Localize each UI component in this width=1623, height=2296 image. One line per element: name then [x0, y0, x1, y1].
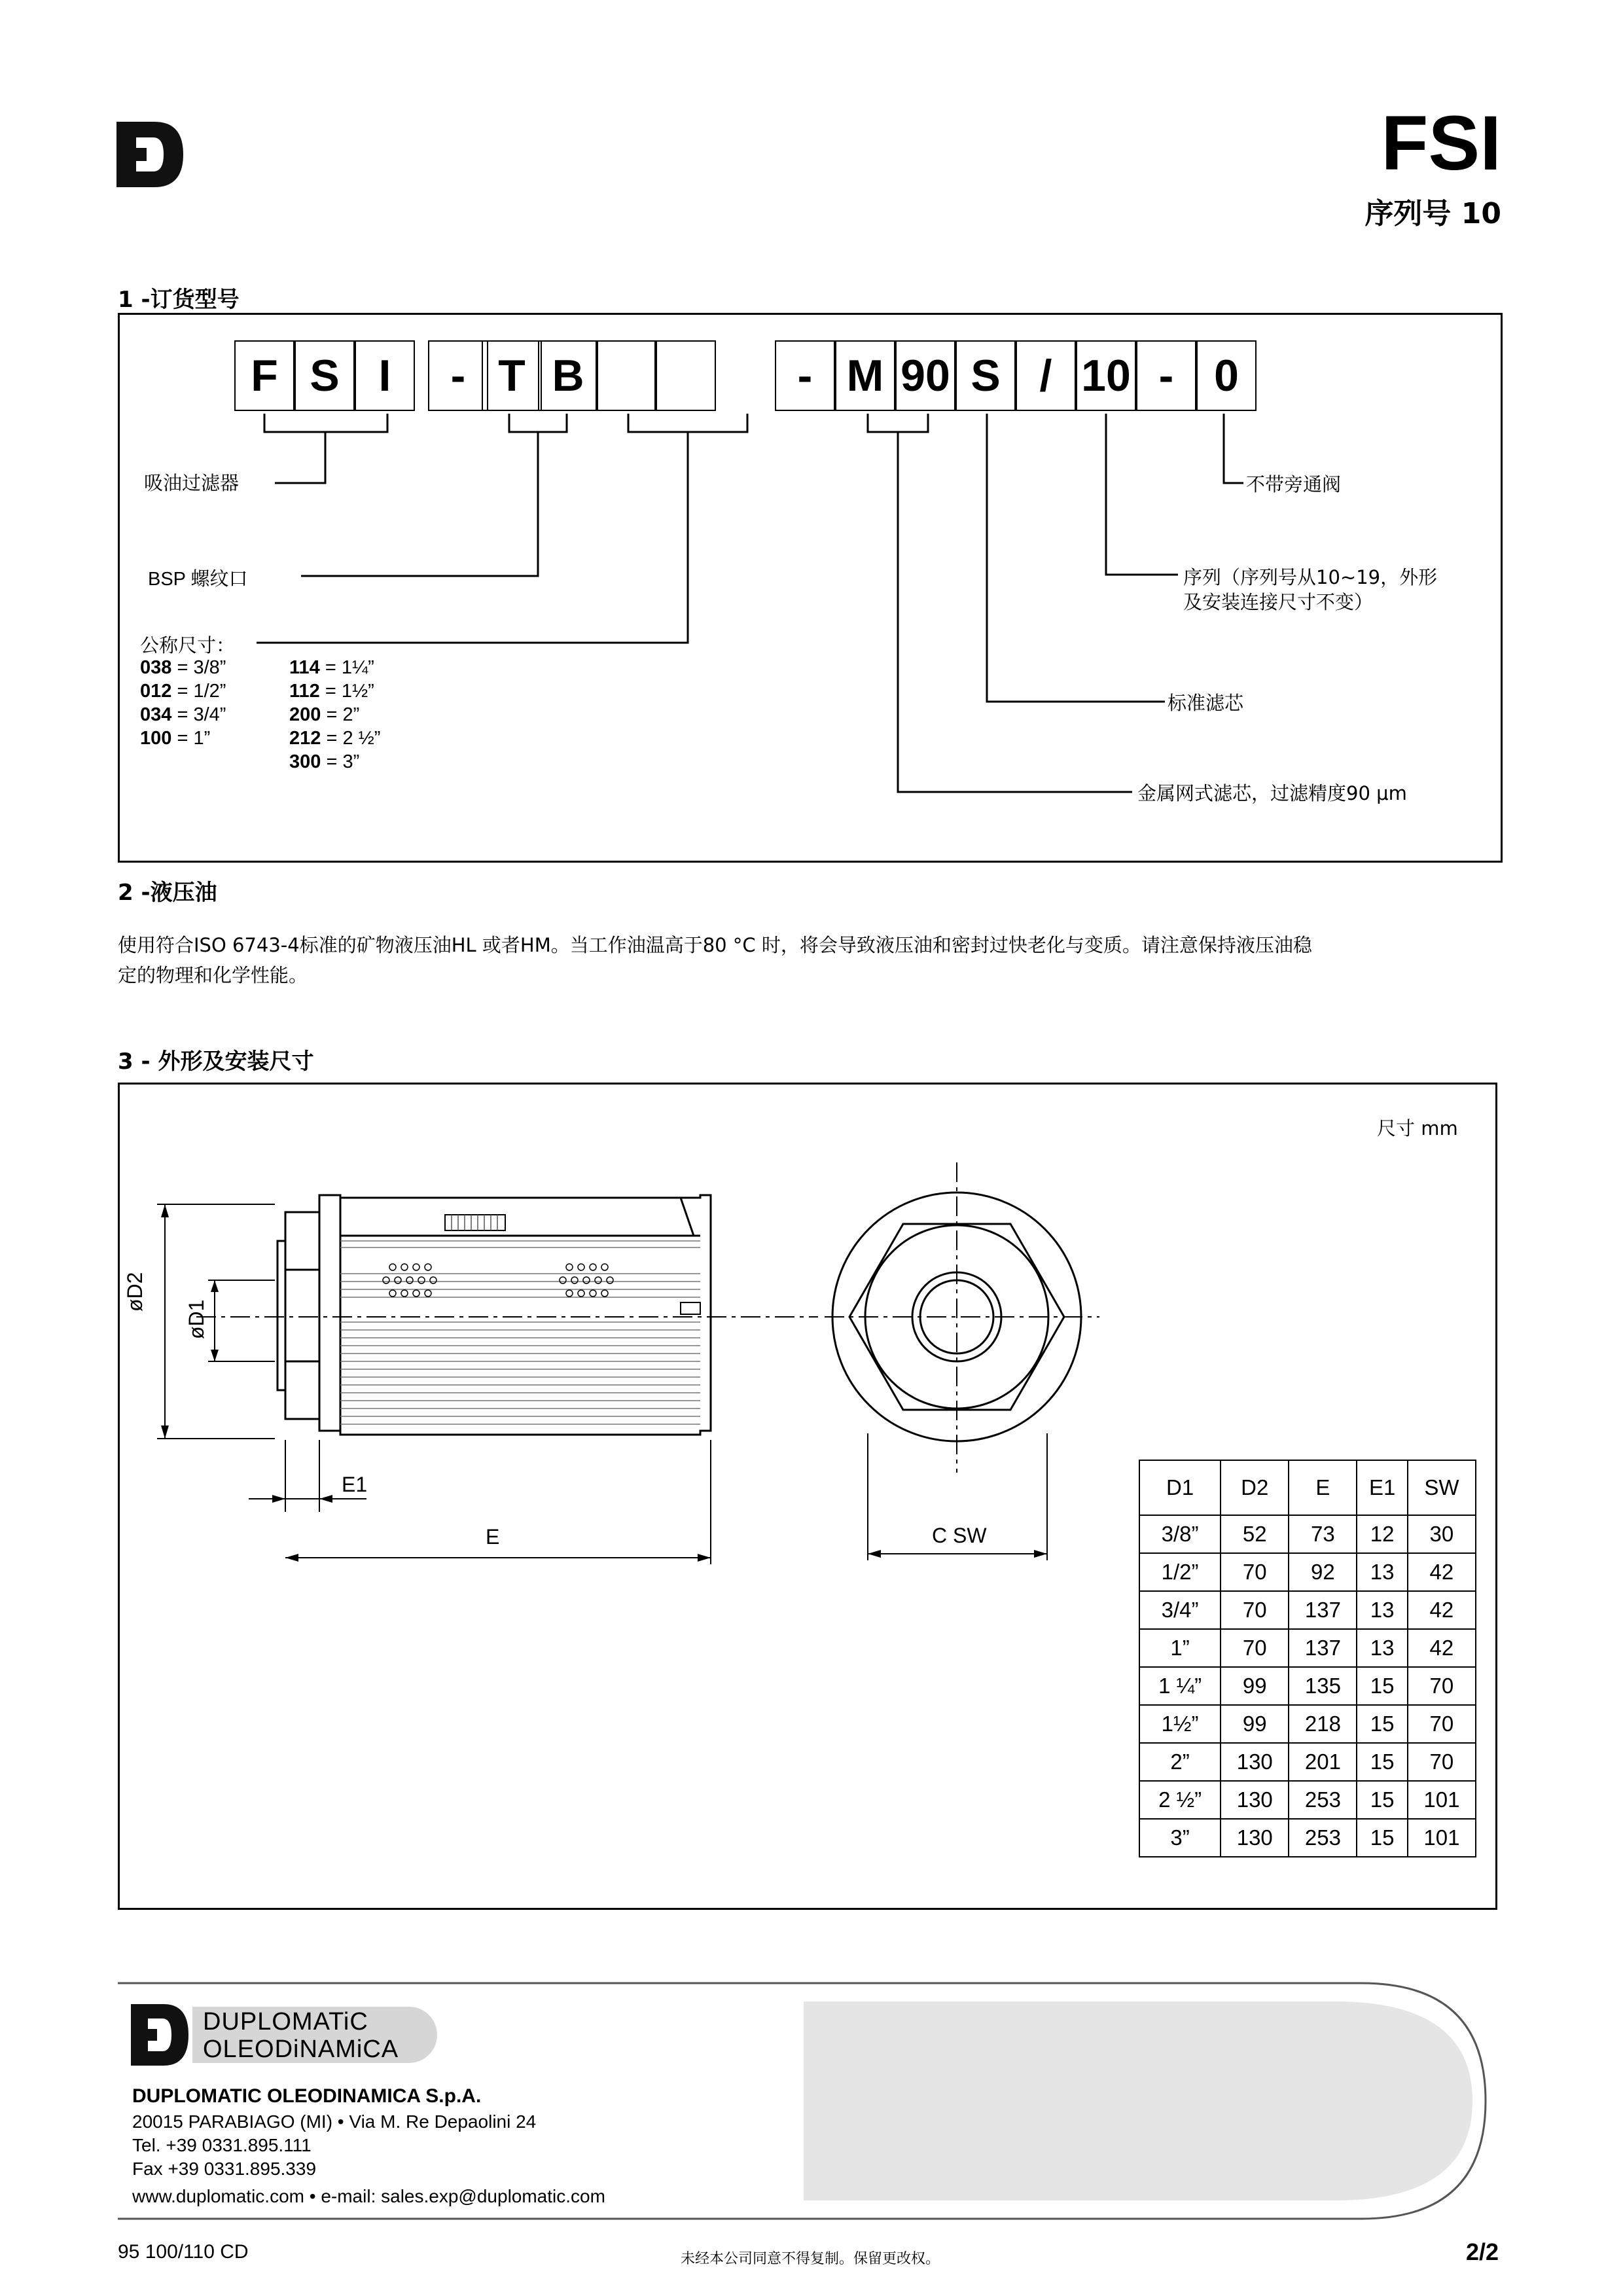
logo-line1: DUPLOMATiC — [203, 2008, 368, 2036]
table-cell: 130 — [1221, 1819, 1289, 1857]
product-title: FSI — [1381, 100, 1501, 187]
nominal-size-code: 212 — [289, 728, 321, 749]
nominal-sizes-left — [140, 656, 226, 750]
table-row — [1139, 1553, 1476, 1591]
table-cell: 1/2” — [1139, 1553, 1221, 1591]
nominal-size-item — [289, 656, 380, 679]
table-header-cell: D2 — [1221, 1460, 1289, 1515]
table-cell: 130 — [1221, 1743, 1289, 1781]
table-cell: 70 — [1408, 1667, 1476, 1705]
table-header-cell: E1 — [1357, 1460, 1407, 1515]
table-header-cell: SW — [1408, 1460, 1476, 1515]
table-cell: 101 — [1408, 1781, 1476, 1819]
code-cell-13: / — [1016, 340, 1076, 411]
code-cell-10: M — [835, 340, 895, 411]
table-cell: 70 — [1221, 1591, 1289, 1629]
table-cell: 137 — [1289, 1591, 1357, 1629]
table-cell: 3” — [1139, 1819, 1221, 1857]
nominal-size-value: = 1” — [171, 728, 211, 749]
table-cell: 15 — [1357, 1705, 1407, 1743]
table-cell: 15 — [1357, 1781, 1407, 1819]
table-row — [1139, 1743, 1476, 1781]
page-number: 2/2 — [1465, 2238, 1499, 2265]
nominal-size-code: 200 — [289, 704, 321, 725]
table-header-cell: E — [1289, 1460, 1357, 1515]
table-row — [1139, 1629, 1476, 1667]
code-cell-4: - — [428, 340, 488, 411]
table-cell: 99 — [1221, 1667, 1289, 1705]
nominal-size-item — [289, 703, 380, 726]
table-cell: 92 — [1289, 1553, 1357, 1591]
table-row — [1139, 1781, 1476, 1819]
table-cell: 101 — [1408, 1819, 1476, 1857]
nominal-size-item — [140, 703, 226, 726]
label-metal-mesh: 金属网式滤芯，过滤精度90 μm — [1137, 782, 1407, 804]
table-cell: 2” — [1139, 1743, 1221, 1781]
nominal-size-code: 114 — [289, 657, 320, 678]
table-cell: 15 — [1357, 1743, 1407, 1781]
nominal-size-value: = 2” — [321, 704, 360, 725]
table-cell: 70 — [1221, 1629, 1289, 1667]
code-cell-11: 90 — [895, 340, 955, 411]
label-series-line2: 及安装连接尺寸不变） — [1183, 591, 1374, 613]
table-cell: 52 — [1221, 1515, 1289, 1553]
nominal-size-item — [289, 726, 380, 750]
table-cell: 42 — [1408, 1629, 1476, 1667]
fluid-text-line1: 使用符合ISO 6743-4标准的矿物液压油HL 或者HM。当工作油温高于80 °C 时，将会导致液压油和密封过快老化与变质。请注意保持液压油稳 — [118, 934, 1312, 956]
section3-heading: 3 - 外形及安装尺寸 — [118, 1049, 314, 1075]
label-bsp-thread: BSP 螺纹口 — [148, 569, 248, 590]
table-cell: 42 — [1408, 1591, 1476, 1629]
nominal-size-value: = 3” — [321, 751, 360, 772]
company-name: DUPLOMATIC OLEODINAMICA S.p.A. — [132, 2085, 482, 2107]
dim-label-od2: øD2 — [123, 1272, 147, 1312]
nominal-size-item — [140, 656, 226, 679]
table-cell: 218 — [1289, 1705, 1357, 1743]
table-cell: 201 — [1289, 1743, 1357, 1781]
nominal-size-item — [140, 726, 226, 750]
code-cell-1: F — [234, 340, 294, 411]
table-row — [1139, 1591, 1476, 1629]
table-row — [1139, 1819, 1476, 1857]
table-cell: 12 — [1357, 1515, 1407, 1553]
code-cell-14: 10 — [1076, 340, 1136, 411]
table-row — [1139, 1515, 1476, 1553]
section1-heading: 1 -订货型号 — [118, 287, 240, 313]
duplomatic-logo — [131, 2001, 444, 2073]
code-cell-3: I — [355, 340, 415, 411]
table-cell: 137 — [1289, 1629, 1357, 1667]
dimensions-table — [1139, 1460, 1476, 1857]
code-cell-9: - — [775, 340, 835, 411]
table-cell: 70 — [1408, 1743, 1476, 1781]
company-tel: Tel. +39 0331.895.111 — [132, 2135, 312, 2155]
document-code: 95 100/110 CD — [118, 2241, 249, 2263]
nominal-size-code: 034 — [140, 704, 172, 725]
table-cell: 3/8” — [1139, 1515, 1221, 1553]
nominal-size-code: 300 — [289, 751, 321, 772]
series-label: 序列号 10 — [1364, 197, 1501, 230]
label-nominal-size: 公称尺寸： — [140, 634, 236, 656]
table-header-cell: D1 — [1139, 1460, 1221, 1515]
nominal-size-value: = 3/8” — [171, 657, 226, 678]
fluid-text-line2: 定的物理和化学性能。 — [118, 964, 308, 986]
code-cell-6: B — [538, 340, 598, 411]
table-cell: 135 — [1289, 1667, 1357, 1705]
label-series-line1: 序列（序列号从10~19，外形 — [1183, 566, 1438, 588]
table-body — [1139, 1515, 1476, 1857]
table-cell: 13 — [1357, 1553, 1407, 1591]
table-cell: 13 — [1357, 1629, 1407, 1667]
section2-heading: 2 -液压油 — [118, 880, 217, 906]
table-cell: 13 — [1357, 1591, 1407, 1629]
nominal-size-item — [289, 679, 380, 703]
code-cell-15: - — [1136, 340, 1196, 411]
nominal-size-value: = 2 ½” — [321, 728, 381, 749]
table-cell: 42 — [1408, 1553, 1476, 1591]
table-cell: 253 — [1289, 1781, 1357, 1819]
code-connector-lines — [0, 0, 1623, 870]
table-cell: 1 ¼” — [1139, 1667, 1221, 1705]
table-cell: 15 — [1357, 1819, 1407, 1857]
logo-line2: OLEODiNAMiCA — [203, 2036, 399, 2063]
table-cell: 1” — [1139, 1629, 1221, 1667]
nominal-size-item — [289, 750, 380, 774]
dim-label-csw: C SW — [932, 1524, 987, 1547]
label-no-bypass: 不带旁通阀 — [1246, 473, 1342, 495]
table-row — [1139, 1667, 1476, 1705]
code-cell-2: S — [294, 340, 355, 411]
table-cell: 3/4” — [1139, 1591, 1221, 1629]
nominal-size-value: = 1/2” — [171, 681, 226, 702]
table-cell: 70 — [1221, 1553, 1289, 1591]
code-cell-16: 0 — [1196, 340, 1257, 411]
nominal-size-code: 012 — [140, 681, 172, 702]
company-web-link[interactable]: www.duplomatic.com • e-mail: sales.exp@duplomatic.com — [132, 2186, 605, 2206]
company-address: 20015 PARABIAGO (MI) • Via M. Re Depaolini 24 — [132, 2111, 537, 2132]
filter-front-view-drawing — [818, 1152, 1113, 1571]
nominal-size-value: = 1¼” — [319, 657, 374, 678]
code-cell-5: T — [482, 340, 542, 411]
table-cell: 30 — [1408, 1515, 1476, 1553]
table-cell: 130 — [1221, 1781, 1289, 1819]
table-cell: 70 — [1408, 1705, 1476, 1743]
table-cell: 99 — [1221, 1705, 1289, 1743]
table-cell: 253 — [1289, 1819, 1357, 1857]
table-cell: 73 — [1289, 1515, 1357, 1553]
table-cell: 1½” — [1139, 1705, 1221, 1743]
dim-label-e: E — [486, 1525, 500, 1549]
code-cell-12: S — [955, 340, 1016, 411]
label-standard-element: 标准滤芯 — [1168, 692, 1244, 714]
nominal-sizes-right — [289, 656, 380, 774]
table-header-row — [1139, 1460, 1476, 1515]
units-label: 尺寸 mm — [1377, 1117, 1458, 1139]
nominal-size-code: 100 — [140, 728, 172, 749]
nominal-size-value: = 1½” — [319, 681, 374, 702]
duplomatic-d-icon — [131, 2004, 190, 2066]
table-cell: 2 ½” — [1139, 1781, 1221, 1819]
copyright-notice: 未经本公司同意不得复制。保留更改权。 — [681, 2251, 940, 2267]
dim-label-e1: E1 — [342, 1473, 368, 1496]
table-cell: 15 — [1357, 1667, 1407, 1705]
table-row — [1139, 1705, 1476, 1743]
nominal-size-code: 112 — [289, 681, 320, 702]
nominal-size-item — [140, 679, 226, 703]
label-suction-filter: 吸油过滤器 — [144, 472, 240, 494]
nominal-size-code: 038 — [140, 657, 172, 678]
company-fax: Fax +39 0331.895.339 — [132, 2159, 317, 2179]
nominal-size-value: = 3/4” — [171, 704, 226, 725]
dim-label-od1: øD1 — [185, 1299, 208, 1339]
